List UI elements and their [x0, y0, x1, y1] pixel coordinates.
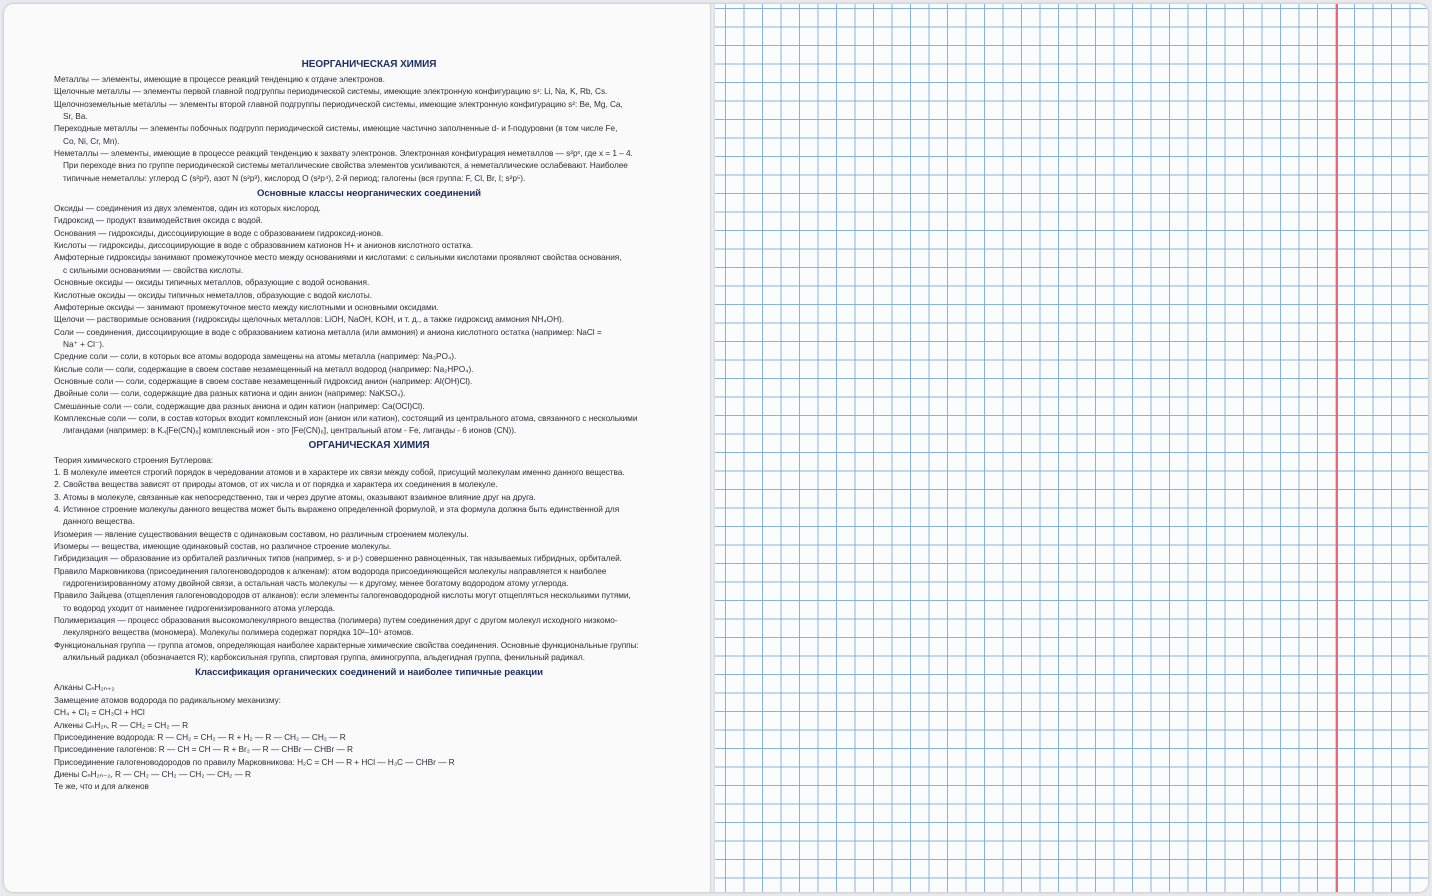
classification-text-line: Замещение атомов водорода по радикальному механизму:: [54, 694, 281, 705]
classification-text-line: Диены CₙH₂ₙ₋₂, R — CH₂ — CH₂ — CH₂ — CH₂ — R: [54, 768, 251, 779]
classification-text-line: Присоединение водорода: R — CH₂ = CH₂ — R + H₂ — R — CH₂ — CH₂ — R: [54, 731, 346, 742]
section-title-organic: ОРГАНИЧЕСКАЯ ХИМИЯ: [308, 439, 430, 451]
margin-line: [1336, 4, 1338, 892]
organic-text-line: гидрогенизированному атому двойной связи, а остальная часть молекулы — к другому, менее богатому водородом атому углерода.: [63, 578, 569, 589]
section-body-classification: [54, 681, 684, 792]
inorganic-text-line: Переходные металлы — элементы побочных подгрупп периодической системы, имеющие частично заполненные d- и f-подуровни (в том числе Fe,: [54, 123, 618, 134]
section-title-classification: Классификация органических соединений и наиболее типичные реакции: [195, 667, 543, 679]
classification-text-line: Те же, что и для алкенов: [54, 781, 149, 792]
inorganic-text-line: типичные неметаллы: углерод C (s²p²), азот N (s²p³), кислород O (s²p⁴), 2-й период; галогены (вся группа: F, Cl, Br, I; s²p⁵).: [63, 172, 526, 183]
organic-text-line: то водород уходит от наименее гидрогенизированного атома углерода.: [63, 602, 335, 613]
classes-text-line: Средние соли — соли, в которых все атомы водорода замещены на атомы металла (например: Na₃PO₄).: [54, 351, 457, 362]
classes-text-line: Основания — гидроксиды, диссоциирующие в воде с образованием гидроксид-ионов.: [54, 227, 384, 238]
classes-text-line: Гидроксид — продукт взаимодействия оксида с водой.: [54, 215, 263, 226]
classes-text-line: Амфотерные гидроксиды занимают промежуточное место между основаниями и кислотами: с сильными кислотами проявляют свойства основания,: [54, 252, 622, 263]
grid-paper-page: [715, 4, 1428, 892]
section-title-classes: Основные классы неорганических соединений: [256, 188, 482, 200]
classes-text-line: Комплексные соли — соли, в состав которых входит комплексный ион (анион или катион), состоящий из центрального атома, связанного с несколькими: [54, 412, 638, 423]
notebook-spread: [4, 4, 1428, 892]
classes-text-line: Na⁺ + Cl⁻).: [63, 338, 105, 349]
organic-text-line: Функциональная группа — группа атомов, определяющая наиболее характерные химические свойства соединения. Основные функциональные группы:: [54, 639, 639, 650]
organic-text-line: 2. Свойства вещества зависят от природы атомов, от их числа и от порядка и характера их соединения в молекуле.: [54, 479, 498, 490]
reference-text: [54, 56, 684, 793]
classes-text-line: Основные соли — соли, содержащие в своем составе незамещенный гидроксид анион (например: Al(OH)Cl).: [54, 375, 473, 386]
organic-text-line: 1. В молекуле имеется строгий порядок в чередовании атомов и в характере их связи между собой, присущий молекулам именно данного вещества.: [54, 466, 625, 477]
inorganic-text-line: Sr, Ba.: [63, 111, 88, 122]
classes-text-line: лигандами (например: в K₄[Fe(CN)₆] комплексный ион - это [Fe(CN)₆], центральный атом - Fe, лиганды - 6 ионов (CN)).: [63, 425, 517, 436]
section-body-organic: [54, 454, 684, 664]
classes-text-line: Кислые соли — соли, содержащие в своем составе незамещенный на металл водород (например: Na₂HPO₄).: [54, 363, 474, 374]
inorganic-text-line: Щелочные металлы — элементы первой главной подгруппы периодической системы, имеющие электронную конфигурацию s¹: Li, Na, K, Rb, Cs.: [54, 86, 608, 97]
classes-text-line: Двойные соли — соли, содержащие два разных катиона и один анион (например: NaKSO₄).: [54, 388, 406, 399]
organic-text-line: Правило Марковникова (присоединения галогеноводородов к алкенам): атом водорода присоединяющейся молекулы направляется к наиболее: [54, 565, 607, 576]
inorganic-text-line: Co, Ni, Cr, Mn).: [63, 135, 120, 146]
reference-page: [4, 4, 710, 892]
organic-text-line: данного вещества.: [63, 516, 135, 527]
classification-text-line: Присоединение галогенов: R — CH = CH — R + Br₂ — R — CHBr — CHBr — R: [54, 744, 353, 755]
classes-text-line: Щелочи — растворимые основания (гидроксиды щелочных металлов: LiOH, NaOH, KOH, и т. д., а также гидроксид аммония NH₄OH).: [54, 314, 564, 325]
section-body-inorganic: [54, 73, 684, 184]
inorganic-text-line: Щелочноземельные металлы — элементы второй главной подгруппы периодической системы, имеющие электронную конфигурацию s²: Be, Mg, Ca,: [54, 98, 623, 109]
organic-text-line: лекулярного вещества (мономера). Молекулы полимера содержат порядка 10²–10⁵ атомов.: [63, 627, 414, 638]
organic-text-line: Правило Зайцева (отщепления галогеноводородов от алканов): если элементы галогеноводородной кислоты могут отщепляться несколькими путями,: [54, 590, 631, 601]
classes-text-line: с сильными основаниями — свойства кислоты.: [63, 264, 244, 275]
classes-text-line: Амфотерные оксиды — занимают промежуточное место между кислотными и основными оксидами.: [54, 301, 439, 312]
organic-text-line: 3. Атомы в молекуле, связанные как непосредственно, так и через другие атомы, оказывают взаимное влияние друг на друга.: [54, 491, 536, 502]
classification-text-line: Алканы CₙH₂ₙ₊₂: [54, 682, 115, 693]
inorganic-text-line: Неметаллы — элементы, имеющие в процессе реакций тенденцию к захвату электронов. Электронная конфигурация неметаллов — s²pˣ, где x = 1 – 4.: [54, 148, 633, 159]
inorganic-text-line: Металлы — элементы, имеющие в процессе реакций тенденцию к отдаче электронов.: [54, 74, 385, 84]
section-body-classes: [54, 202, 684, 437]
classes-text-line: Кислоты — гидроксиды, диссоциирующие в воде с образованием катионов H+ и анионов кислотного остатка.: [54, 240, 473, 251]
organic-text-line: Гибридизация — образование из орбиталей различных типов (например, s- и p-) совершенно равноценных, так называемых гибридных, орбиталей.: [54, 553, 622, 564]
section-title-inorganic: НЕОРГАНИЧЕСКАЯ ХИМИЯ: [301, 59, 437, 70]
organic-text-line: алкильный радикал (обозначается R); карбоксильная группа, спиртовая группа, аминогруппа, альдегидная группа, фенильный радикал.: [63, 652, 585, 663]
classes-text-line: Оксиды — соединения из двух элементов, один из которых кислород.: [54, 203, 321, 214]
organic-text-line: 4. Истинное строение молекулы данного вещества может быть выражено определенной формулой, и эта формула должна быть единственной для: [54, 504, 620, 514]
inorganic-text-line: При переходе вниз по группе периодической системы металлические свойства элементов усиливаются, а неметаллические ослабевают. Наиболее: [63, 160, 628, 171]
organic-text-line: Полимеризация — процесс образования высокомолекулярного вещества (полимера) путем соединения друг с другом молекул исходного низкомо-: [54, 615, 618, 626]
organic-text-line: Теория химического строения Бутлерова:: [54, 454, 214, 465]
organic-text-line: Изомеры — вещества, имеющие одинаковый состав, но различное строение молекулы.: [54, 541, 392, 552]
classes-text-line: Смешанные соли — соли, содержащие два разных аниона и один катион (например: Ca(OCl)Cl).: [54, 400, 425, 411]
classes-text-line: Соли — соединения, диссоциирующие в воде с образованием катиона металла (или аммония) и аниона кислотного остатка (например: NaCl =: [54, 326, 602, 337]
classification-text-line: Присоединение галогеноводородов по правилу Марковникова: H₂C = CH — R + HCl — H₃C — CHBr — R: [54, 756, 455, 767]
classes-text-line: Кислотные оксиды — оксиды типичных неметаллов, образующие с водой кислоты.: [54, 289, 372, 300]
classification-text-line: CH₄ + Cl₂ = CH₃Cl + HCl: [54, 707, 145, 718]
classes-text-line: Основные оксиды — оксиды типичных металлов, образующие с водой основания.: [54, 277, 370, 288]
organic-text-line: Изомерия — явление существования веществ с одинаковым составом, но различным строением молекулы.: [54, 528, 469, 539]
classification-text-line: Алкены CₙH₂ₙ, R — CH₂ = CH₂ — R: [54, 719, 189, 730]
